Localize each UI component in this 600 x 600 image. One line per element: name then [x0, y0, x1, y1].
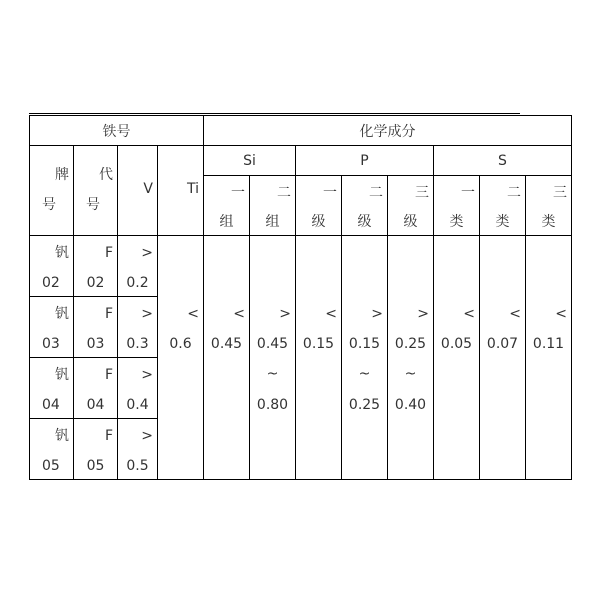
s-class-1-value: < 0.05 — [434, 236, 480, 480]
iron-no-header: 铁号 — [30, 116, 204, 146]
si-group-1-value: < 0.45 — [204, 236, 250, 480]
si-header: Si — [204, 146, 296, 176]
v-cell: > 0.3 — [118, 297, 158, 358]
code-cell: F 05 — [74, 419, 118, 480]
p-grade-2-value: > 0.15 ~ 0.25 — [342, 236, 388, 480]
s-header: S — [434, 146, 572, 176]
v-cell: > 0.2 — [118, 236, 158, 297]
ti-value-cell: < 0.6 — [158, 236, 204, 480]
s-class-2-value: < 0.07 — [480, 236, 526, 480]
p-grade-1-value: < 0.15 — [296, 236, 342, 480]
brand-header: 牌 号 — [30, 146, 74, 236]
p-grade-1-header: 一 级 — [296, 176, 342, 236]
code-cell: F 04 — [74, 358, 118, 419]
si-group-2-header: 二 组 — [250, 176, 296, 236]
header-row-2 — [30, 146, 572, 176]
top-rule — [29, 113, 520, 114]
s-class-3-header: 三 类 — [526, 176, 572, 236]
code-cell: F 02 — [74, 236, 118, 297]
s-class-3-value: < 0.11 — [526, 236, 572, 480]
p-grade-3-header: 三 级 — [388, 176, 434, 236]
code-cell: F 03 — [74, 297, 118, 358]
s-class-2-header: 二 类 — [480, 176, 526, 236]
p-grade-2-header: 二 级 — [342, 176, 388, 236]
s-class-1-header: 一 类 — [434, 176, 480, 236]
brand-cell: 钒 03 — [30, 297, 74, 358]
brand-cell: 钒 04 — [30, 358, 74, 419]
brand-cell: 钒 02 — [30, 236, 74, 297]
code-header: 代 号 — [74, 146, 118, 236]
brand-cell: 钒 05 — [30, 419, 74, 480]
v-header: V — [118, 146, 158, 236]
header-row-1 — [30, 116, 572, 146]
iron-composition-table — [29, 115, 572, 480]
chem-composition-header: 化学成分 — [204, 116, 572, 146]
si-group-1-header: 一 组 — [204, 176, 250, 236]
p-header: P — [296, 146, 434, 176]
p-grade-3-value: > 0.25 ~ 0.40 — [388, 236, 434, 480]
v-cell: > 0.4 — [118, 358, 158, 419]
si-group-2-value: > 0.45 ~ 0.80 — [250, 236, 296, 480]
v-cell: > 0.5 — [118, 419, 158, 480]
ti-header: Ti — [158, 146, 204, 236]
table-row — [30, 236, 572, 297]
